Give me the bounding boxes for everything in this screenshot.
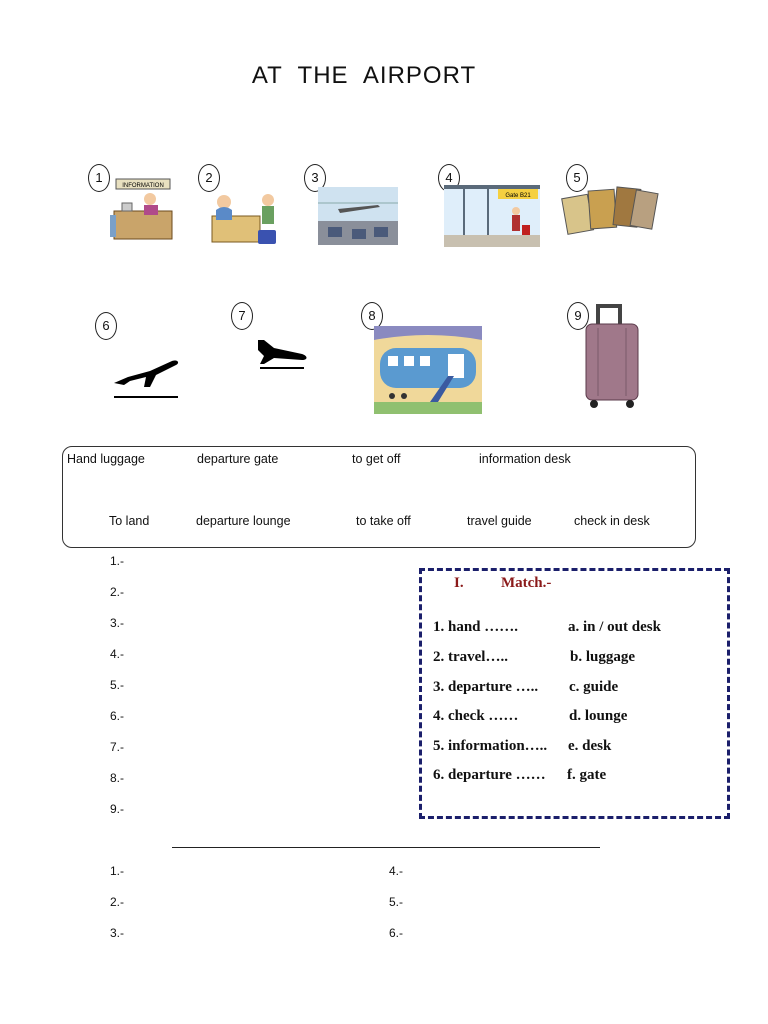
svg-text:Gate B21: Gate B21 [505, 193, 531, 199]
match-left-item: 3. departure ….. [433, 679, 539, 695]
answer-line[interactable]: 4.- [110, 647, 125, 661]
word-bank-item: to get off [352, 452, 401, 466]
word-bank-item: check in desk [574, 514, 650, 528]
picture-number-2: 2 [198, 164, 220, 192]
answer-line[interactable]: 4.- [389, 864, 404, 878]
svg-text:INFORMATION: INFORMATION [122, 183, 164, 189]
word-bank-item: to take off [356, 514, 411, 528]
match-left-item: 4. check …… [433, 708, 519, 724]
word-bank-item: departure lounge [196, 514, 291, 528]
picture-number-3: 3 [304, 164, 326, 192]
travel-guide-icon [560, 182, 660, 242]
answer-line[interactable]: 9.- [110, 802, 125, 816]
answer-line[interactable]: 5.- [110, 678, 125, 692]
match-heading: Match.- [501, 575, 552, 591]
word-bank-item: To land [109, 514, 150, 528]
departure-gate-icon [444, 185, 540, 247]
answer-line[interactable]: 5.- [389, 895, 404, 909]
picture-number-1: 1 [88, 164, 110, 192]
picture-number-8: 8 [361, 302, 383, 330]
answer-line[interactable]: 8.- [110, 771, 125, 785]
page-title: AT THE AIRPORT [251, 62, 477, 89]
match-left-item: 1. hand ……. [433, 619, 519, 635]
suitcase-icon [584, 302, 644, 414]
word-bank-item: departure gate [197, 452, 279, 466]
departure-lounge-icon [318, 187, 398, 245]
answer-line[interactable]: 3.- [110, 616, 125, 630]
information-desk-icon [108, 175, 178, 245]
answer-line[interactable]: 2.- [110, 895, 125, 909]
picture-number-5: 5 [566, 164, 588, 192]
match-heading-number: I. [454, 575, 464, 591]
landing-icon [254, 334, 314, 374]
match-right-item: b. luggage [570, 649, 636, 665]
word-bank-item: travel guide [467, 514, 532, 528]
match-left-item: 6. departure …… [433, 767, 546, 783]
match-right-item: a. in / out desk [568, 619, 661, 635]
picture-number-9: 9 [567, 302, 589, 330]
get-off-plane-icon [374, 326, 482, 414]
answer-line[interactable]: 1.- [110, 864, 125, 878]
picture-number-4: 4 [438, 164, 460, 192]
word-bank-item: information desk [479, 452, 571, 466]
divider-line [172, 847, 600, 848]
picture-number-6: 6 [95, 312, 117, 340]
answer-line[interactable]: 6.- [110, 709, 125, 723]
take-off-icon [110, 355, 182, 401]
match-left-item: 2. travel….. [433, 649, 508, 665]
answer-line[interactable]: 7.- [110, 740, 125, 754]
word-bank-item: Hand luggage [67, 452, 145, 466]
answer-line[interactable]: 6.- [389, 926, 404, 940]
picture-number-7: 7 [231, 302, 253, 330]
match-right-item: d. lounge [569, 708, 628, 724]
answer-line[interactable]: 2.- [110, 585, 125, 599]
match-right-item: c. guide [569, 679, 619, 695]
match-right-item: f. gate [567, 767, 607, 783]
match-right-item: e. desk [568, 738, 612, 754]
match-left-item: 5. information….. [433, 738, 548, 754]
answer-line[interactable]: 1.- [110, 554, 125, 568]
check-in-desk-icon [208, 190, 282, 248]
answer-line[interactable]: 3.- [110, 926, 125, 940]
